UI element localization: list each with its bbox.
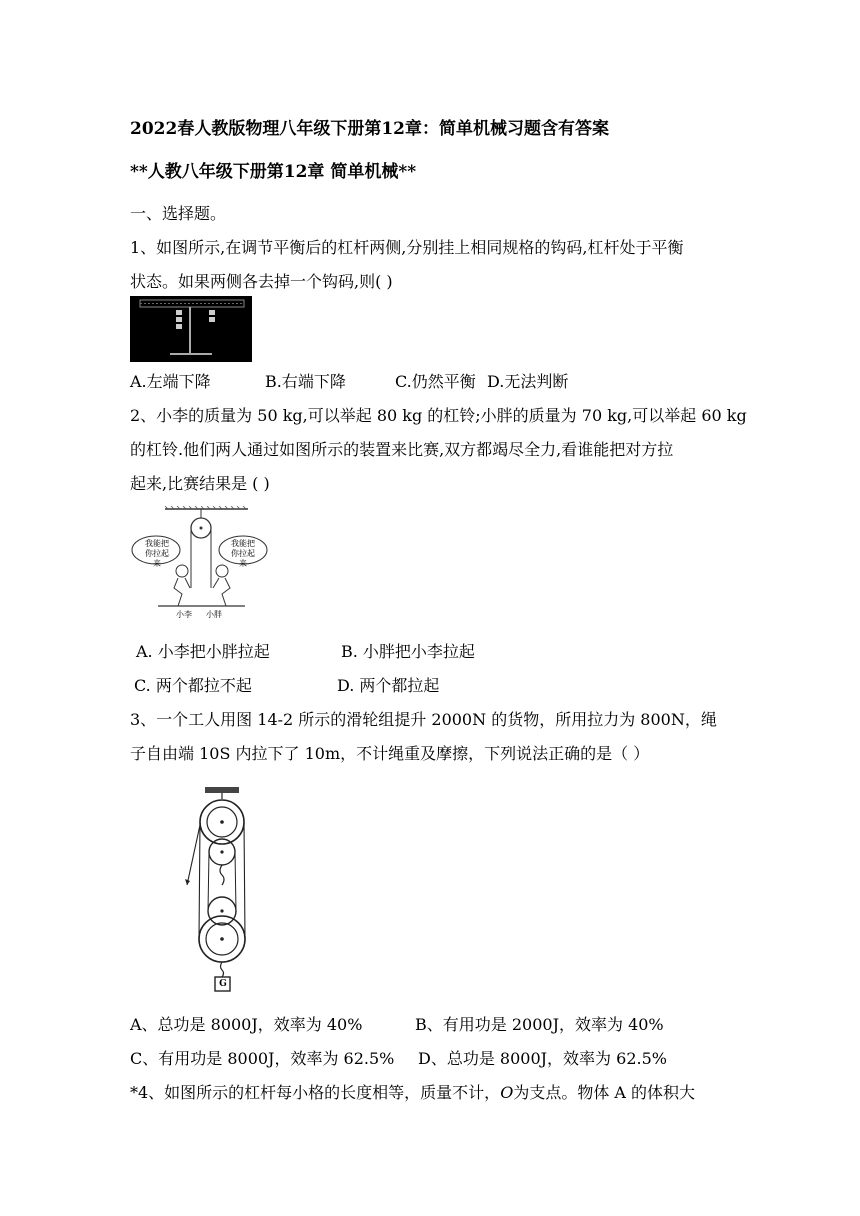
q4-text-prefix: *4、如图所示的杠杆每小格的长度相等，质量不计， [130,1083,501,1102]
q1-text-line2: 状态。如果两侧各去掉一个钩码,则( ) [130,272,393,291]
q2-option-b: B. 小胖把小李拉起 [341,642,475,661]
lever-balance-figure [130,296,252,362]
pulley-contest-figure [130,506,280,624]
q2-text-line1: 2、小李的质量为 50 kg,可以举起 80 kg 的杠铃;小胖的质量为 70 kg,可以举起 60 kg [130,406,747,425]
pulley-block-drawing [185,785,255,995]
right-bubble-line2: 你拉起来 [231,549,255,568]
section-heading: 一、选择题。 [130,204,227,223]
q3-option-c: C、有用功是 8000J，效率为 62.5% [130,1049,395,1068]
q4-text-suffix: 为支点。物体 A 的体积大 [513,1083,696,1102]
q1-option-b: B.右端下降 [265,372,346,391]
pulley-block-figure [185,785,255,995]
q3-option-a: A、总功是 8000J，效率为 40% [130,1015,363,1034]
q2-option-c: C. 两个都拉不起 [134,676,252,695]
q1-option-d: D.无法判断 [487,372,569,391]
q3-option-d: D、总功是 8000J，效率为 62.5% [418,1049,667,1068]
q2-text-line3: 起来,比赛结果是 ( ) [130,474,270,493]
q1-text-line1: 1、如图所示,在调节平衡后的杠杆两侧,分别挂上相同规格的钩码,杠杆处于平衡 [130,238,684,257]
q4-pivot-symbol: O [500,1083,514,1102]
left-speech-bubble [142,539,172,569]
q2-option-a: A. 小李把小胖拉起 [136,642,270,661]
q3-text-line1: 3、一个工人用图 14-2 所示的滑轮组提升 2000N 的货物，所用拉力为 800N，绳 [130,710,717,729]
q1-option-a: A.左端下降 [130,372,211,391]
q1-option-c: C.仍然平衡 [395,372,476,391]
right-bubble-line1: 我能把 [231,539,255,548]
figure-name-xiaopang: 小胖 [206,610,222,619]
document-subtitle: **人教八年级下册第12章 简单机械** [130,162,417,182]
q4-text-line1 [130,1083,695,1103]
left-bubble-line1: 我能把 [145,539,169,548]
q2-text-line2: 的杠铃.他们两人通过如图所示的装置来比赛,双方都竭尽全力,看谁能把对方拉 [130,440,674,459]
figure-name-xiaoli: 小李 [176,610,192,619]
q2-option-d: D. 两个都拉起 [337,676,440,695]
weight-label-g: G [219,979,227,989]
document-title: 2022春人教版物理八年级下册第12章：简单机械习题含有答案 [130,119,609,139]
q3-option-b: B、有用功是 2000J，效率为 40% [415,1015,664,1034]
left-bubble-line2: 你拉起来 [145,549,169,568]
q3-text-line2: 子自由端 10S 内拉下了 10m，不计绳重及摩擦，下列说法正确的是（ ） [130,744,650,763]
right-speech-bubble [228,539,258,569]
